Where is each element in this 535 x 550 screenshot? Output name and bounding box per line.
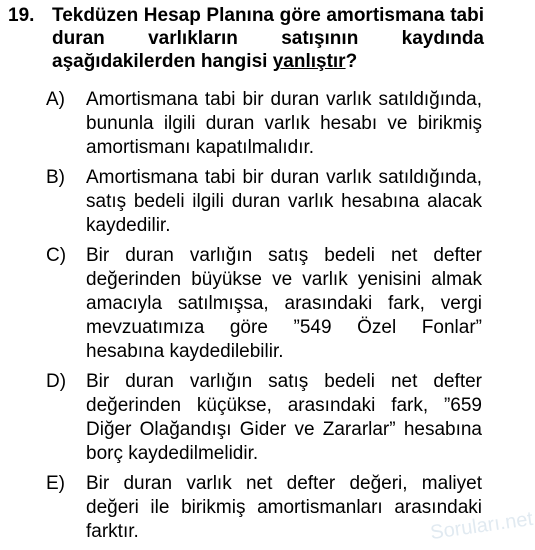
question-stem <box>52 4 484 73</box>
option-c-text: Bir duran varlığın satış bedeli net defter değerinden büyükse ve varlık yenisini almak amacıyla satılmışsa, arasındaki fark, vergi mevzuatımıza göre ”549 Özel Fonlar” hesabına kaydedilebilir. <box>86 245 482 362</box>
option-a-label: A) <box>46 89 65 110</box>
option-b-label: B) <box>46 167 65 188</box>
option-e[interactable] <box>46 472 482 544</box>
option-e-text: Bir duran varlık net defter değeri, maliyet değeri ile birikmiş amortismanları arasındaki farktır. <box>86 473 482 542</box>
question-number: 19. <box>8 5 35 26</box>
option-c[interactable] <box>46 244 482 364</box>
question-stem-end: ? <box>345 51 358 72</box>
option-b[interactable] <box>46 166 482 238</box>
option-d-text: Bir duran varlığın satış bedeli net defter değerinden küçükse, arasındaki fark, ”659 Diğer Olağandışı Gider ve Zararlar” hesabına borç kaydedilmelidir. <box>86 371 482 464</box>
option-a-text: Amortismana tabi bir duran varlık satıldığında, bununla ilgili duran varlık hesabı ve birikmiş amortismanı kapatılmalıdır. <box>86 89 482 158</box>
option-d[interactable] <box>46 370 482 466</box>
option-d-label: D) <box>46 371 67 392</box>
option-e-label: E) <box>46 473 65 494</box>
question-stem-text: Tekdüzen Hesap Planına göre amortismana tabi duran varlıkların satışının kaydında aşağıdakilerden hangisi <box>52 5 484 72</box>
option-c-label: C) <box>46 245 67 266</box>
option-b-text: Amortismana tabi bir duran varlık satıldığında, satış bedeli ilgili duran varlık hesabına alacak kaydedilir. <box>86 167 482 236</box>
option-a[interactable] <box>46 88 482 160</box>
answer-options <box>46 88 482 550</box>
question-stem-emphasis: yanlıştır <box>272 51 346 72</box>
watermark: Soruları.net <box>428 507 535 545</box>
